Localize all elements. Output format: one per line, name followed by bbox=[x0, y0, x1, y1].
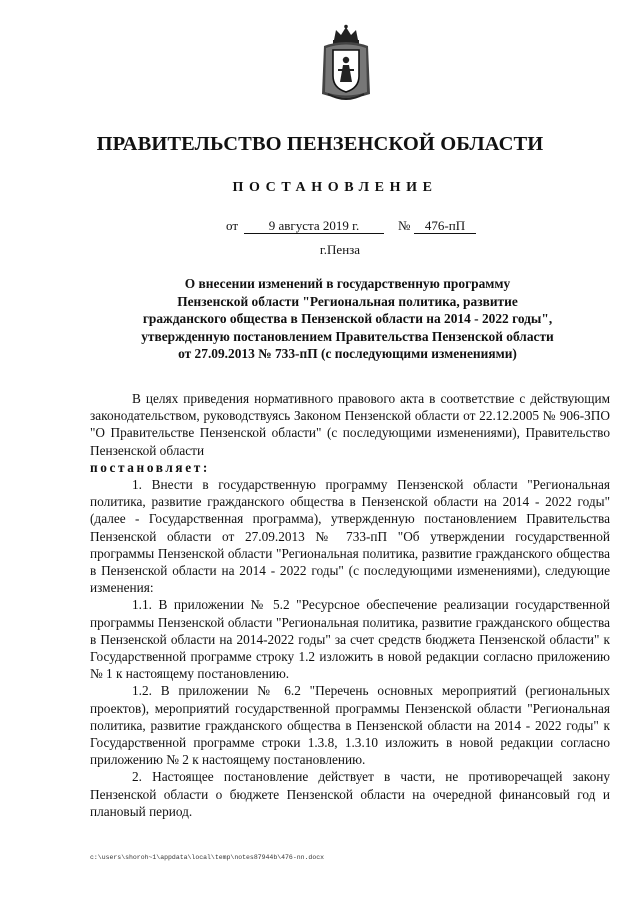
subject-line: гражданского общества в Пензенской области на 2014 - 2022 годы", bbox=[142, 311, 553, 327]
subject-line: Пензенской области "Региональная политика, развитие bbox=[177, 293, 518, 309]
resolution-keyword: постановляет: bbox=[90, 459, 210, 475]
coat-of-arms-icon bbox=[318, 24, 374, 102]
subject-line: утвержденную постановлением Правительства Пензенской области bbox=[141, 328, 554, 344]
document-date: 9 августа 2019 г. bbox=[244, 218, 384, 234]
subject-line: от 27.09.2013 № 733-пП (с последующими изменениями) bbox=[178, 346, 517, 362]
city: г.Пенза bbox=[319, 242, 361, 257]
document-number: 476-пП bbox=[414, 218, 476, 234]
paragraph-1-2: 1.2. В приложении № 6.2 "Перечень основных мероприятий (региональных проектов), мероприятий государственной программы Пензенской области "Региональная политика, развитие гражданского общества в Пензенской области на 2014 - 2022 годы" к Государственной программе строки 1.3.8, 1.3.10 изложить в новой редакции согласно приложению № 2 к настоящему постановлению. bbox=[90, 683, 610, 768]
paragraph-1-1: 1.1. В приложении № 5.2 "Ресурсное обеспечение реализации государственной программы Пензенской области "Региональная политика, развитие гражданского общества в Пензенской области на 2014-2022 годы" за счет средств бюджета Пензенской области" к Государственной программе строку 1.2 изложить в новой редакции согласно приложению № 1 к настоящему постановлению. bbox=[90, 597, 610, 682]
number-prefix: № bbox=[398, 218, 411, 233]
document-subject bbox=[100, 275, 595, 363]
paragraph-2: 2. Настоящее постановление действует в части, не противоречащей закону Пензенской области о бюджете Пензенской области на очередной финансовый год и плановый период. bbox=[90, 769, 610, 819]
date-prefix: от bbox=[226, 218, 239, 233]
paragraph-1: 1. Внести в государственную программу Пензенской области "Региональная политика, развитие гражданского общества в Пензенской области на 2014 - 2022 годы" (далее - Государственная программа), утвержденную постановлением Правительства Пензенской области от 27.09.2013 № 733-пП "Об утверждении государственной программы Пензенской области "Региональная политика, развитие гражданского общества в Пензенской области на 2014 - 2022 годы" (с последующими изменениями), следующие изменения: bbox=[90, 477, 610, 596]
file-path-footer: c:\users\shoroh~1\appdata\local\temp\notes87944b\476-nn.docx bbox=[90, 854, 325, 861]
preamble-paragraph: В целях приведения нормативного правового акта в соответствие с действующим законодательством, руководствуясь Законом Пензенской области от 22.12.2005 № 906-ЗПО "О Правительстве Пензенской области" (с последующими изменениями), Правительство Пензенской области bbox=[90, 391, 610, 458]
document-type: ПОСТАНОВЛЕНИЕ bbox=[232, 180, 438, 195]
subject-line: О внесении изменений в государственную программу bbox=[184, 276, 511, 291]
document-body bbox=[90, 390, 610, 820]
coat-of-arms-emblem bbox=[318, 24, 374, 102]
organization-title: ПРАВИТЕЛЬСТВО ПЕНЗЕНСКОЙ ОБЛАСТИ bbox=[96, 133, 544, 155]
